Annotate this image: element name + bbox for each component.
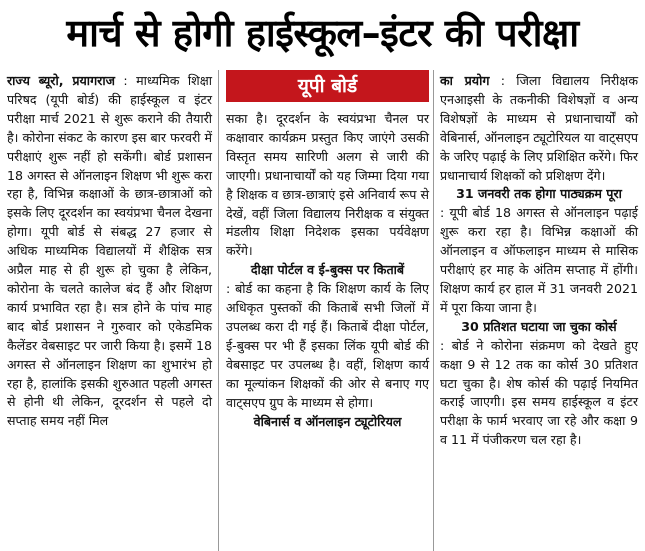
paragraph: : बोर्ड ने कोरोना संक्रमण को देखते हुए कक्षा 9 से 12 तक का कोर्स 30 प्रतिशत घटा चुका है। शेष कोर्स की पढ़ाई नियमित कराई जाएगी। इस समय हाईस्कूल व इंटर परीक्षा के फार्म भरवाए जा रहे और कक्षा 9 व 11 में पंजीकरण चल रहा है। bbox=[440, 337, 638, 448]
subheading: 30 प्रतिशत घटाया जा चुका कोर्स bbox=[461, 318, 617, 334]
paragraph: : यूपी बोर्ड 18 अगस्त से ऑनलाइन पढ़ाई शुरू करा रहा है। विभिन्न कक्षाओं की ऑनलाइन व ऑफलाइन माध्यम से मासिक परीक्षाएं हर माह के अंतिम सप्ताह में होंगी। शिक्षण कार्य हर हाल में 31 जनवरी 2021 में पूरा किया जाना है। bbox=[440, 205, 638, 315]
dateline: राज्य ब्यूरो, प्रयागराज bbox=[7, 73, 115, 88]
headline: मार्च से होगी हाईस्कूल–इंटर की परीक्षा bbox=[66, 11, 579, 55]
paragraph bbox=[440, 72, 638, 185]
subheading: वेबिनार्स व ऑनलाइन ट्यूटोरियल bbox=[253, 413, 402, 429]
section-label: यूपी बोर्ड bbox=[226, 70, 429, 102]
lead-in: का प्रयोग bbox=[440, 73, 490, 88]
body-text: : माध्यमिक शिक्षा परिषद (यूपी बोर्ड) की हाईस्कूल व इंटर परीक्षा मार्च 2021 से शुरू कराने की तैयारी है। कोरोना संकट के कारण इस बार फरवरी में परीक्षाएं शुरू नहीं हो सकेंगी। बोर्ड प्रशासन 18 अगस्त से ऑनलाइन शिक्षण भी शुरू करा रहा है, विभिन्न कक्षाओं के छात्र-छात्राओं को इसके लिए दूरदर्शन का स्वयंप्रभा चैनल देखना होगा। यूपी बोर्ड से संबद्ध 27 हजार से अधिक माध्यमिक विद्यालयों में शैक्षिक सत्र अप्रैल माह से ही शुरू हो चुका है लेकिन, कोरोना के चलते कालेज बंद हैं और शिक्षण कार्य प्रभावित रहा है। सत्र होने के पांच माह बाद बोर्ड प्रशासन ने गुरुवार को एकेडमिक कैलेंडर वेबसाइट पर जारी किया है। इसमें 18 अगस्त से ऑनलाइन शिक्षण का शुभारंभ हो रहा है, हालांकि इसकी शुरुआत पहली अगस्त से होनी थी लेकिन, दूरदर्शन से पहले दो सप्ताह समय नहीं मिल bbox=[7, 73, 212, 429]
paragraph: सका है। दूरदर्शन के स्वयंप्रभा चैनल पर कक्षावार कार्यक्रम प्रस्तुत किए जाएंगे उसकी विस्तृत समय सारिणी अलग से जारी की जाएगी। प्रधानाचार्यों को यह जिम्मा दिया गया है शिक्षक व छात्र-छात्राएं इसे अनिवार्य रूप से देखें, वहीं जिला विद्यालय निरीक्षक व संयुक्त मंडलीय शिक्षा निदेशक इसका पर्यवेक्षण करेंगे। bbox=[226, 111, 429, 259]
paragraph: : बोर्ड का कहना है कि शिक्षण कार्य के लिए अधिकृत पुस्तकों की किताबें सभी जिलों में उपलब्ध करा दी गई हैं। किताबें दीक्षा पोर्टल, ई-बुक्स पर भी हैं इसका लिंक यूपी बोर्ड की वेबसाइट पर उपलब्ध है। वहीं, शिक्षण कार्य का मूल्यांकन शिक्षकों की ओर से बनाए गए वाट्सएप ग्रुप के माध्यम से होगा। bbox=[226, 281, 429, 410]
column-3 bbox=[440, 72, 638, 450]
column-2 bbox=[226, 72, 429, 431]
subheading: दीक्षा पोर्टल व ई-बुक्स पर किताबें bbox=[250, 262, 405, 278]
column-divider bbox=[433, 70, 434, 551]
paragraph bbox=[7, 72, 212, 431]
subheading: 31 जनवरी तक होगा पाठ्यक्रम पूरा bbox=[456, 186, 622, 202]
column-divider bbox=[218, 70, 219, 551]
body-text: : जिला विद्यालय निरीक्षक एनआइसी के तकनीकी विशेषज्ञों व अन्य विशेषज्ञों के माध्यम से प्रधानाचार्यों को वेबिनार्स, ऑनलाइन ट्यूटोरियल या वाट्सएप के जरिए पढ़ाई के लिए प्रशिक्षित करेंगे। फिर प्रधानाचार्य शिक्षकों को प्रशिक्षण देंगे। bbox=[440, 73, 638, 183]
column-1 bbox=[7, 72, 212, 431]
